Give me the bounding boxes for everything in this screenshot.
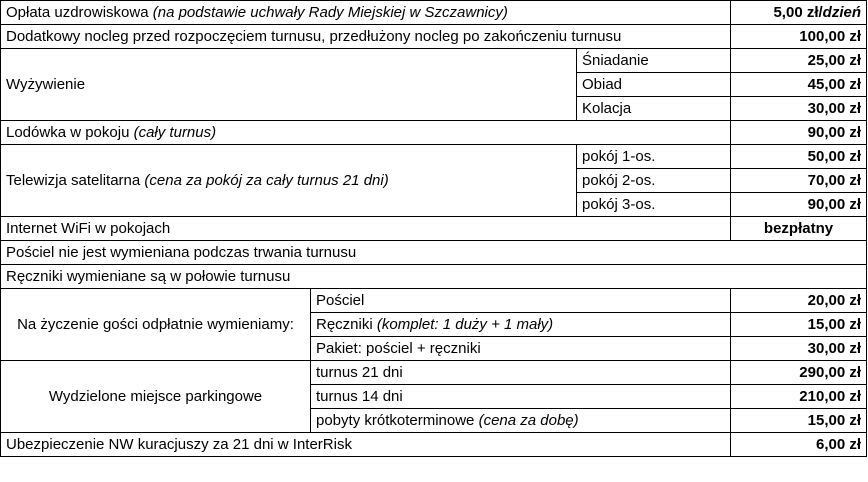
tv-price: 50,00 zł <box>731 145 867 169</box>
tv-price: 70,00 zł <box>731 169 867 193</box>
parking-item-name: turnus 21 dni <box>316 363 403 381</box>
exchange-item-name: Ręczniki <box>316 315 377 333</box>
climate-fee-price <box>731 1 867 25</box>
table-row-extra-night <box>1 25 867 49</box>
table-row-tv-1 <box>1 145 867 169</box>
exchange-item-name: Pakiet: pościel + ręczniki <box>316 339 481 357</box>
meal-price: 30,00 zł <box>731 97 867 121</box>
tv-room-type: pokój 3-os. <box>577 193 731 217</box>
table-row-climate-fee <box>1 1 867 25</box>
parking-item-cell <box>311 409 731 433</box>
table-row-parking-1 <box>1 361 867 385</box>
fridge-note: (cały turnus) <box>133 123 217 141</box>
climate-fee-label-cell <box>1 1 731 25</box>
meals-label: Wyżywienie <box>1 49 577 121</box>
exchange-item-cell <box>311 337 731 361</box>
parking-item-name: turnus 14 dni <box>316 387 403 405</box>
exchange-price: 20,00 zł <box>731 289 867 313</box>
tv-room-type: pokój 1-os. <box>577 145 731 169</box>
table-row-bedding-info <box>1 241 867 265</box>
fridge-label-cell <box>1 121 731 145</box>
insurance-price: 6,00 zł <box>731 433 867 457</box>
tv-label: Telewizja satelitarna <box>6 171 145 189</box>
exchange-item-cell <box>311 313 731 337</box>
meal-name: Obiad <box>577 73 731 97</box>
table-row-wifi <box>1 217 867 241</box>
climate-fee-price-unit: dzień <box>822 3 862 21</box>
parking-price: 210,00 zł <box>731 385 867 409</box>
exchange-price: 15,00 zł <box>731 313 867 337</box>
bedding-info-text: Pościel nie jest wymieniana podczas trwania turnusu <box>1 241 867 265</box>
parking-label: Wydzielone miejsce parkingowe <box>1 361 311 433</box>
table-row-insurance <box>1 433 867 457</box>
tv-room-type: pokój 2-os. <box>577 169 731 193</box>
exchange-item-cell <box>311 289 731 313</box>
table-row-fridge <box>1 121 867 145</box>
insurance-label: Ubezpieczenie NW kuracjuszy za 21 dni w InterRisk <box>1 433 731 457</box>
climate-fee-note: (na podstawie uchwały Rady Miejskiej w Szczawnicy) <box>152 3 508 21</box>
tv-note: (cena za pokój za cały turnus 21 dni) <box>144 171 389 189</box>
parking-item-cell <box>311 361 731 385</box>
extra-night-price: 100,00 zł <box>731 25 867 49</box>
fridge-price: 90,00 zł <box>731 121 867 145</box>
table-row-meals-1 <box>1 49 867 73</box>
table-row-exchange-1 <box>1 289 867 313</box>
meal-price: 45,00 zł <box>731 73 867 97</box>
parking-price: 15,00 zł <box>731 409 867 433</box>
exchange-label: Na życzenie gości odpłatnie wymieniamy: <box>1 289 311 361</box>
meal-price: 25,00 zł <box>731 49 867 73</box>
wifi-label: Internet WiFi w pokojach <box>1 217 731 241</box>
meal-name: Kolacja <box>577 97 731 121</box>
towels-info-text: Ręczniki wymieniane są w połowie turnusu <box>1 265 867 289</box>
climate-fee-price-value: 5,00 zł/ <box>773 3 823 21</box>
parking-item-note: (cena za dobę) <box>478 411 579 429</box>
exchange-price: 30,00 zł <box>731 337 867 361</box>
extra-night-label: Dodatkowy nocleg przed rozpoczęciem turnusu, przedłużony nocleg po zakończeniu turnusu <box>1 25 731 49</box>
fridge-label: Lodówka w pokoju <box>6 123 134 141</box>
parking-item-cell <box>311 385 731 409</box>
exchange-item-note: (komplet: 1 duży + 1 mały) <box>376 315 554 333</box>
tv-price: 90,00 zł <box>731 193 867 217</box>
meal-name: Śniadanie <box>577 49 731 73</box>
table-row-towels-info <box>1 265 867 289</box>
tv-label-cell <box>1 145 577 217</box>
parking-item-name: pobyty krótkoterminowe <box>316 411 479 429</box>
parking-price: 290,00 zł <box>731 361 867 385</box>
exchange-item-name: Pościel <box>316 291 365 309</box>
wifi-price: bezpłatny <box>731 217 867 241</box>
climate-fee-label: Opłata uzdrowiskowa <box>6 3 153 21</box>
